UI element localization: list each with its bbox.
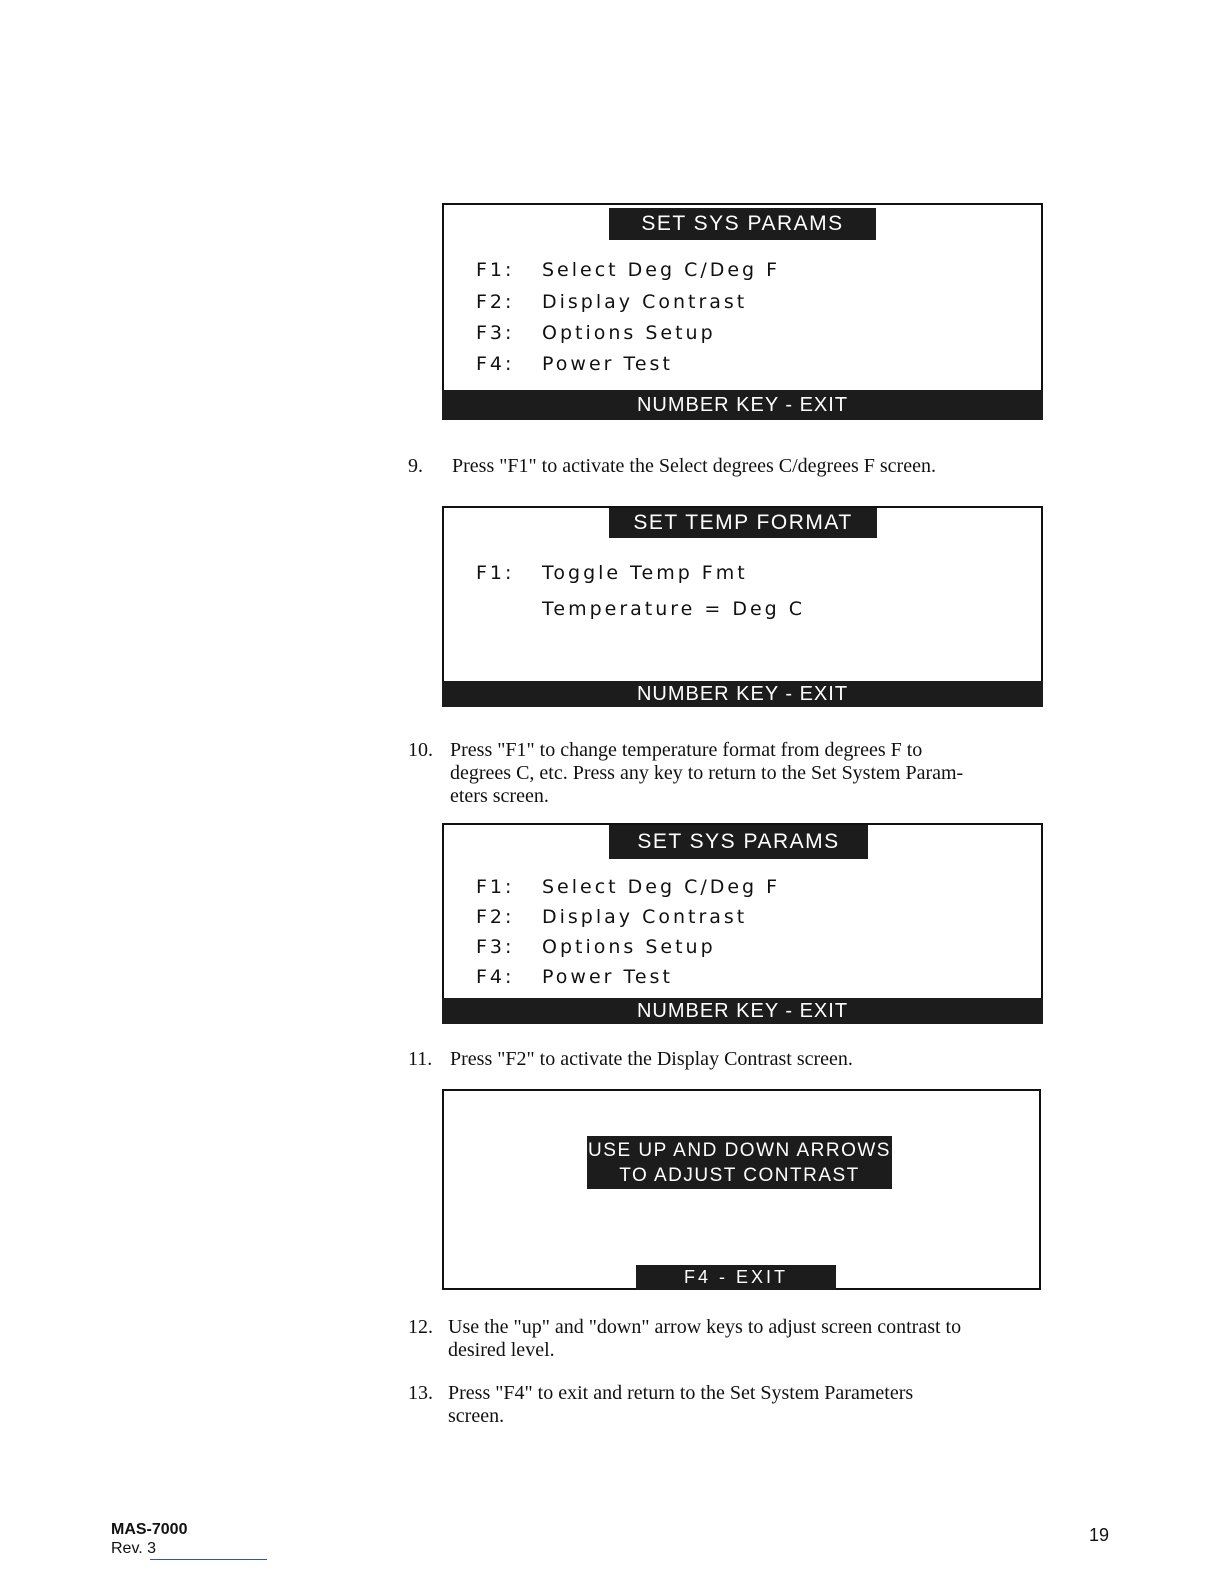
screen-title: SET SYS PARAMS <box>609 208 876 240</box>
step-text-line: screen. <box>448 1405 505 1427</box>
step-number: 11. <box>408 1048 433 1070</box>
step-text-line: Use the "up" and "down" arrow keys to adjust screen contrast to <box>448 1316 962 1338</box>
sys-params-screen-2 <box>442 823 1043 1024</box>
temperature-value-text: Temperature = Deg C <box>542 598 806 620</box>
menu-label: Select Deg C/Deg F <box>542 259 781 281</box>
screen-title: SET TEMP FORMAT <box>609 508 877 538</box>
step-number: 10. <box>408 739 433 761</box>
step-number: 12. <box>408 1316 433 1338</box>
contrast-screen <box>442 1089 1041 1290</box>
step-text-line: Press "F1" to change temperature format from degrees F to <box>450 739 923 761</box>
menu-key: F1: <box>476 562 515 584</box>
page-number: 19 <box>1089 1525 1110 1545</box>
menu-key: F2: <box>476 906 515 928</box>
menu-label: Select Deg C/Deg F <box>542 876 781 898</box>
menu-key: F3: <box>476 936 515 958</box>
menu-label: Power Test <box>542 353 673 375</box>
step-number: 13. <box>408 1382 433 1404</box>
screen-footer: NUMBER KEY - EXIT <box>442 681 1043 707</box>
step-text-line: desired level. <box>448 1339 555 1361</box>
doc-id: MAS-7000 <box>111 1521 188 1538</box>
sys-params-screen <box>442 203 1043 420</box>
step-text-line: eters screen. <box>450 785 549 807</box>
menu-label: Display Contrast <box>542 291 748 313</box>
screen-title: SET SYS PARAMS <box>609 825 868 859</box>
menu-key: F2: <box>476 291 515 313</box>
menu-label: Options Setup <box>542 322 716 344</box>
step-text: Press "F1" to activate the Select degrees C/degrees F screen. <box>452 455 936 477</box>
menu-key: F4: <box>476 353 515 375</box>
menu-label: Display Contrast <box>542 906 748 928</box>
step-text: Press "F2" to activate the Display Contrast screen. <box>450 1048 853 1070</box>
revision: Rev. 3 <box>111 1540 157 1557</box>
menu-key: F4: <box>476 966 515 988</box>
temperature-value <box>542 598 805 620</box>
menu-label: Toggle Temp Fmt <box>542 562 748 584</box>
screen-footer: NUMBER KEY - EXIT <box>442 390 1043 420</box>
temp-format-screen <box>442 506 1043 707</box>
contrast-message <box>587 1136 892 1189</box>
menu-label: Power Test <box>542 966 673 988</box>
menu-key: F1: <box>476 259 515 281</box>
menu-key: F3: <box>476 322 515 344</box>
step-text-line: Press "F4" to exit and return to the Set System Parameters <box>448 1382 914 1404</box>
message-line: USE UP AND DOWN ARROWS <box>588 1140 891 1161</box>
screen-footer: NUMBER KEY - EXIT <box>442 998 1043 1024</box>
screen-footer: F4 - EXIT <box>636 1265 836 1290</box>
menu-label: Options Setup <box>542 936 716 958</box>
message-line: TO ADJUST CONTRAST <box>619 1165 860 1186</box>
step-text-line: degrees C, etc. Press any key to return to the Set System Param- <box>450 762 964 784</box>
footer-rule <box>150 1559 267 1560</box>
menu-key: F1: <box>476 876 515 898</box>
step-number: 9. <box>408 455 423 477</box>
